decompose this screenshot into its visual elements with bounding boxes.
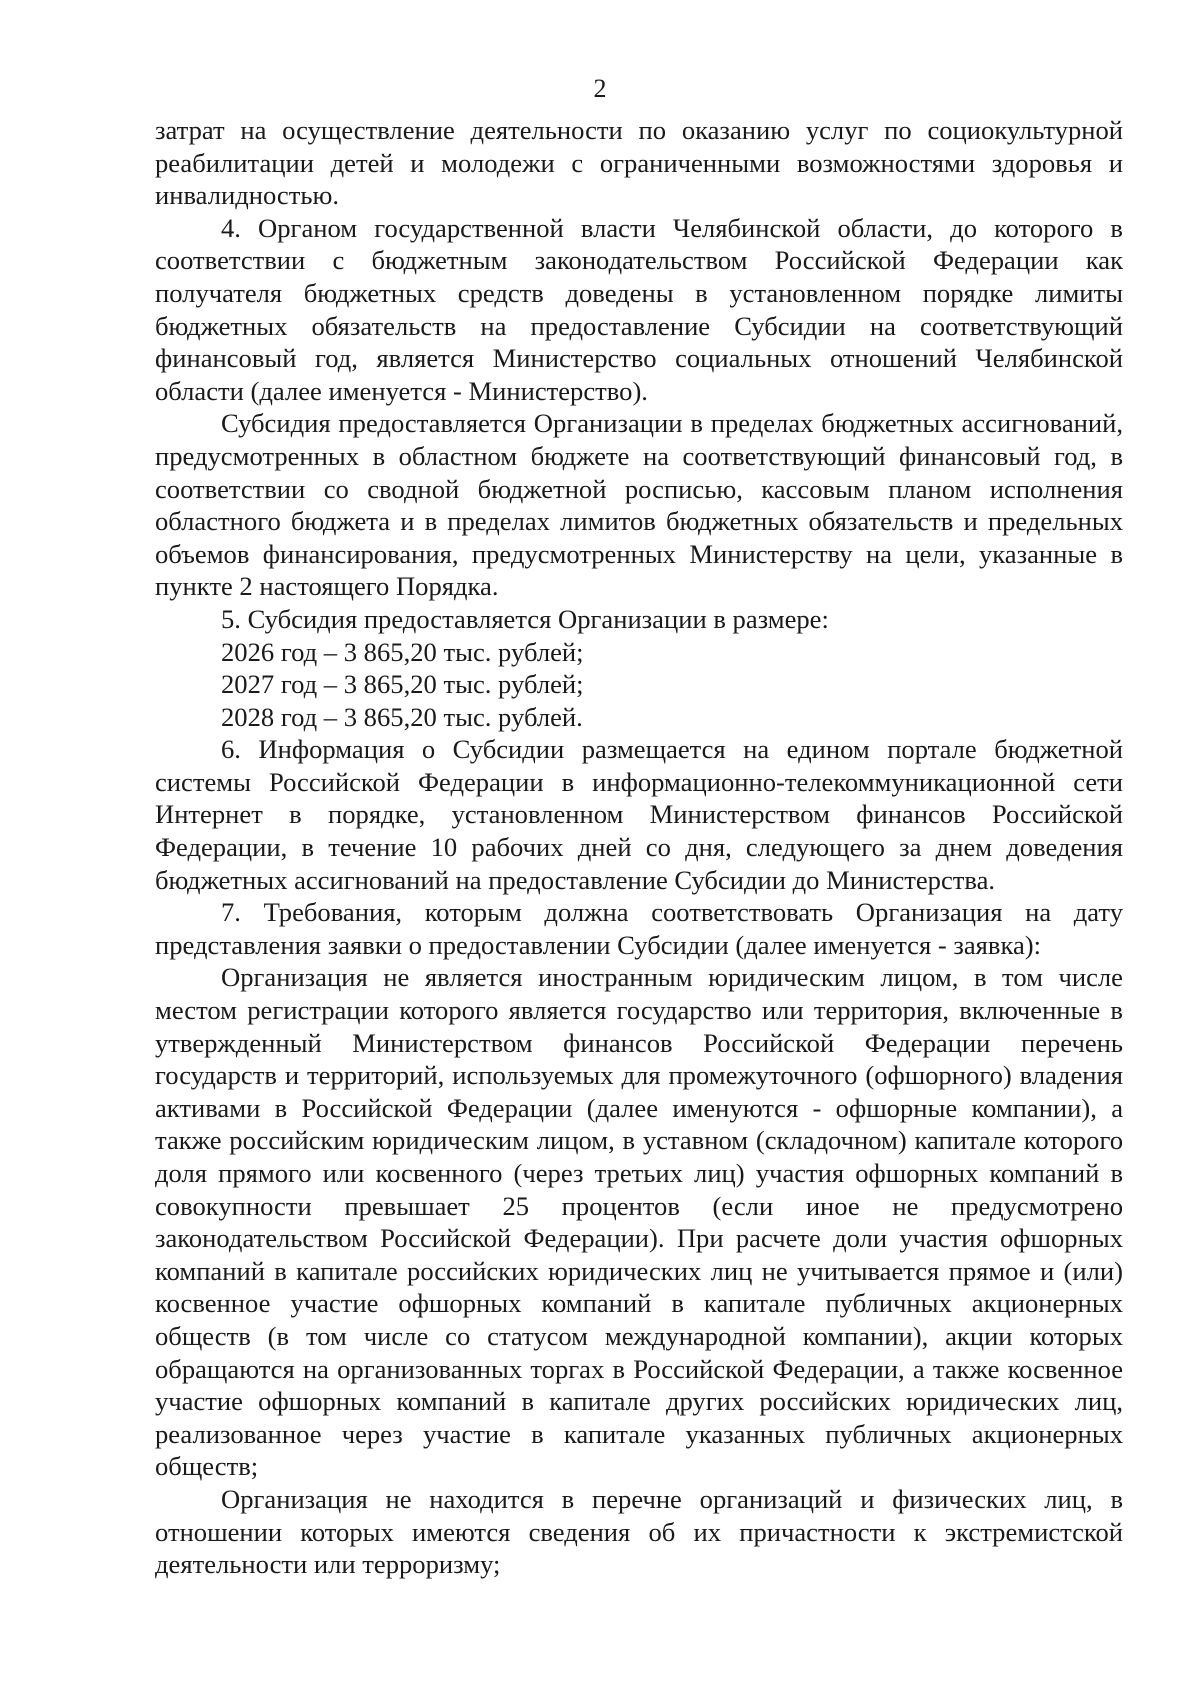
paragraph-item-7: 7. Требования, которым должна соответствовать Организация на дату представления заявки о предоставлении Субсидии (далее именуется - заявка): [155,897,1123,960]
paragraph-amount-2026: 2026 год – 3 865,20 тыс. рублей; [221,636,584,667]
page-number: 2 [593,74,607,103]
paragraph-amount-2027: 2027 год – 3 865,20 тыс. рублей; [221,669,584,700]
paragraph-amount-2028: 2028 год – 3 865,20 тыс. рублей. [221,701,583,732]
paragraph-subsidy-limits: Субсидия предоставляется Организации в пределах бюджетных ассигнований, предусмотренных в областном бюджете на соответствующий финансовый год, в соответствии со сводной бюджетной росписью, кассовым планом исполнения областного бюджета и в пределах лимитов бюджетных обязательств и предельных объемов финансирования, предусмотренных Министерству на цели, указанные в пункте 2 настоящего Порядка. [155,408,1123,602]
paragraph-item-5: 5. Субсидия предоставляется Организации в размере: [221,603,829,634]
paragraph-continuation: затрат на осуществление деятельности по оказанию услуг по социокультурной реабилитации детей и молодежи с ограниченными возможностями здоровья и инвалидностью. [155,115,1123,211]
paragraph-item-4: 4. Органом государственной власти Челябинской области, до которого в соответствии с бюджетным законодательством Российской Федерации как получателя бюджетных средств доведены в установленном порядке лимиты бюджетных обязательств на предоставление Субсидии на соответствующий финансовый год, является Министерство социальных отношений Челябинской области (далее именуется - Министерство). [155,212,1123,406]
paragraph-item-6: 6. Информация о Субсидии размещается на едином портале бюджетной системы Российской Федерации в информационно-телекоммуникационной сети Интернет в порядке, установленном Министерством финансов Российской Федерации, в течение 10 рабочих дней со дня, следующего за днем доведения бюджетных ассигнований на предоставление Субсидии до Министерства. [155,734,1123,895]
paragraph-offshore-requirement: Организация не является иностранным юридическим лицом, в том числе местом регистрации которого является государство или территория, включенные в утвержденный Министерством финансов Российской Федерации перечень государств и территорий, используемых для промежуточного (офшорного) владения активами в Российской Федерации (далее именуются - офшорные компании), а также российским юридическим лицом, в уставном (складочном) капитале которого доля прямого или косвенного (через третьих лиц) участия офшорных компаний в совокупности превышает 25 процентов (если иное не предусмотрено законодательством Российской Федерации). При расчете доли участия офшорных компаний в капитале российских юридических лиц не учитывается прямое и (или) косвенное участие офшорных компаний в капитале публичных акционерных обществ (в том числе со статусом международной компании), акции которых обращаются на организованных торгах в Российской Федерации, а также косвенное участие офшорных компаний в капитале других российских юридических лиц, реализованное через участие в капитале указанных публичных акционерных обществ; [155,962,1123,1482]
paragraph-extremism-requirement: Организация не находится в перечне организаций и физических лиц, в отношении которых имеются сведения об их причастности к экстремистской деятельности или терроризму; [155,1483,1123,1580]
document-body [155,114,1123,1581]
